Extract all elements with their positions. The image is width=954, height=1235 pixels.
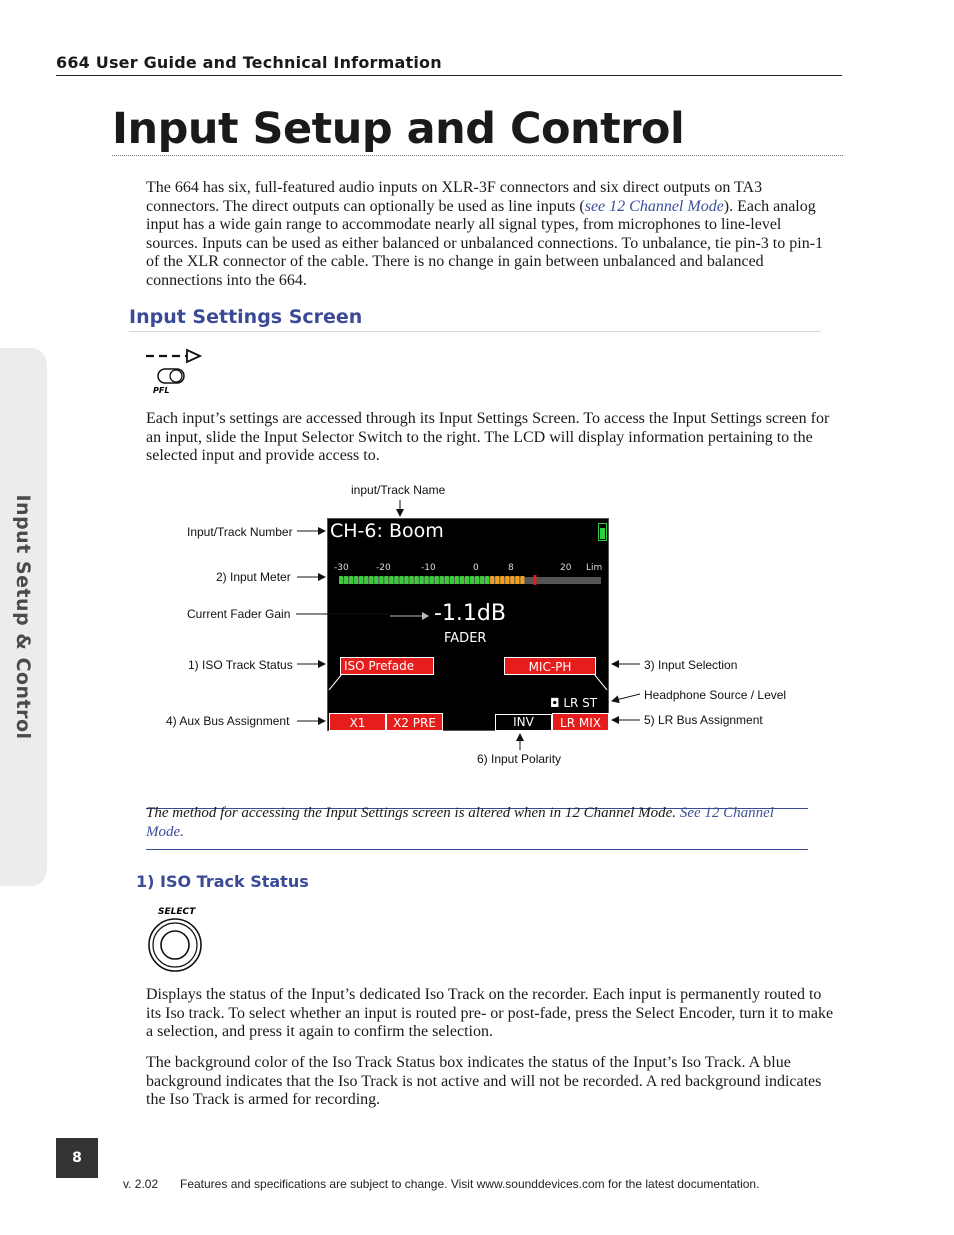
input-selection-box[interactable]: MIC-PH	[504, 657, 596, 675]
header-rule	[56, 75, 842, 76]
meter-tick-label: -20	[376, 563, 391, 573]
select-label: SELECT	[158, 907, 196, 917]
iso-status-box[interactable]: ISO Prefade	[340, 657, 434, 675]
footer	[123, 1177, 759, 1191]
meter-segment	[410, 576, 414, 584]
page-title: Input Setup and Control	[112, 104, 685, 154]
meter-peak-hold	[533, 575, 536, 585]
meter-segment	[425, 576, 429, 584]
callout-fader-gain: Current Fader Gain	[187, 607, 291, 621]
callout-track-name: input/Track Name	[351, 483, 446, 497]
meter-segment	[520, 576, 524, 584]
meter-segment	[354, 576, 358, 584]
running-header: 664 User Guide and Technical Information	[56, 53, 442, 72]
intro-text-b: ). Each analog input has a wide gain range to accommodate nearly all signal types, from microphones to line-level sources. Inputs can be used as either balanced or unbalanced connections. To unbalance, tie pin-3 to pin-1 of the XLR connector of the cable. There is no change in gain between unbalanced and balanced connections into the 664.	[146, 197, 824, 289]
callout-lr-bus: 5) LR Bus Assignment	[644, 713, 763, 727]
title-rule	[112, 155, 843, 156]
meter-segment	[420, 576, 424, 584]
aux-bus-1[interactable]: X1	[329, 713, 386, 731]
meter-segment	[339, 576, 343, 584]
callout-headphone: Headphone Source / Level	[644, 688, 787, 702]
intro-text-a: The 664 has six, full-featured audio inputs on XLR-3F connectors and six direct outputs on TA3 connectors. The direct outputs can optionally be used as line inputs (	[146, 179, 763, 215]
pfl-label: PFL	[153, 386, 170, 395]
section-rule	[129, 331, 821, 332]
meter-segment	[475, 576, 479, 584]
callout-aux-bus: 4) Aux Bus Assignment	[166, 714, 290, 728]
channel-title: CH-6: Boom	[330, 520, 444, 542]
callout-polarity: 6) Input Polarity	[477, 752, 562, 766]
meter-segment	[485, 576, 489, 584]
note-12-channel-link[interactable]: See 12 Channel Mode.	[146, 805, 774, 840]
fader-label: FADER	[444, 631, 487, 646]
meter-tick-label: 0	[473, 563, 479, 573]
meter-tick-label: 8	[508, 563, 514, 573]
meter-segment	[405, 576, 409, 584]
meter-segment	[430, 576, 434, 584]
meter-segment	[510, 576, 514, 584]
note-12-channel	[146, 804, 808, 842]
meter-segment	[384, 576, 388, 584]
meter-segment	[399, 576, 403, 584]
meter-segment	[374, 576, 378, 584]
callout-input-selection: 3) Input Selection	[644, 658, 738, 672]
meter-segment	[450, 576, 454, 584]
intro-paragraph	[146, 179, 836, 291]
callout-iso-status: 1) ISO Track Status	[188, 658, 293, 672]
input-selector-switch-icon	[142, 347, 206, 395]
callout-track-number: Input/Track Number	[187, 525, 293, 539]
aux-bus-2[interactable]: X2 PRE	[386, 713, 443, 731]
fader-gain-pointer	[390, 611, 430, 621]
meter-segment	[379, 576, 383, 584]
meter-tick-label: -30	[334, 563, 349, 573]
headphone-source-label: LR ST	[563, 696, 598, 710]
meter-segment	[369, 576, 373, 584]
section-heading-iso-track: 1) ISO Track Status	[136, 872, 309, 891]
meter-segment	[490, 576, 494, 584]
headphone-source	[550, 696, 597, 710]
iso-paragraph-2: The background color of the Iso Track Status box indicates the status of the Input’s Iso Track. A blue background indicates that the Iso Track is not active and will not be recorded. A red background indicates the Iso Track is armed for recording.	[146, 1054, 822, 1109]
meter-segment	[455, 576, 459, 584]
meter-segment	[495, 576, 499, 584]
meter-segment	[515, 576, 519, 584]
note-rule-bottom	[146, 849, 808, 850]
page-number: 8	[56, 1138, 98, 1178]
polarity-invert-box[interactable]: INV	[495, 714, 552, 731]
input-meter	[339, 575, 601, 585]
meter-segment	[500, 576, 504, 584]
meter-segment	[359, 576, 363, 584]
lr-mix-box[interactable]: LR MIX	[552, 713, 609, 731]
meter-segment	[460, 576, 464, 584]
meter-segment	[349, 576, 353, 584]
callout-input-meter: 2) Input Meter	[216, 570, 291, 584]
headphone-icon: ◘	[550, 696, 564, 710]
footer-text: Features and specifications are subject to change. Visit www.sounddevices.com for the latest documentation.	[180, 1177, 760, 1191]
select-encoder-icon	[144, 902, 208, 976]
meter-tick-label: -10	[421, 563, 436, 573]
meter-segment	[470, 576, 474, 584]
meter-segment	[415, 576, 419, 584]
section-heading-input-settings: Input Settings Screen	[129, 306, 363, 328]
meter-segment	[445, 576, 449, 584]
meter-segment	[440, 576, 444, 584]
fader-gain-value: -1.1dB	[434, 601, 506, 626]
meter-segment	[389, 576, 393, 584]
battery-icon	[598, 523, 607, 541]
meter-segment	[344, 576, 348, 584]
iso-paragraph-1: Displays the status of the Input’s dedicated Iso Track on the recorder. Each input is permanently routed to its Iso track. To select whether an input is routed pre- or post-fade, press the Select Encoder, turn it to make a selection, and press it again to confirm the selection.	[146, 986, 834, 1041]
input-settings-paragraph: Each input’s settings are accessed through its Input Settings Screen. To access the Input Settings screen for an input, slide the Input Selector Switch to the right. The LCD will display information pertaining to the selected input and provide access to.	[146, 410, 830, 465]
meter-segment	[435, 576, 439, 584]
meter-segment	[394, 576, 398, 584]
meter-segment	[480, 576, 484, 584]
side-tab-label: Input Setup & Control	[12, 494, 34, 740]
meter-tick-label: 20	[560, 563, 572, 573]
meter-segment	[364, 576, 368, 584]
lcd-screen	[327, 518, 609, 731]
meter-segment	[505, 576, 509, 584]
meter-tick-label: Lim	[586, 563, 603, 573]
footer-version: v. 2.02	[123, 1177, 159, 1191]
see-12-channel-link[interactable]: see 12 Channel Mode	[584, 197, 724, 215]
meter-segment	[465, 576, 469, 584]
note-text: The method for accessing the Input Settings screen is altered when in 12 Channel Mode.	[146, 805, 680, 821]
